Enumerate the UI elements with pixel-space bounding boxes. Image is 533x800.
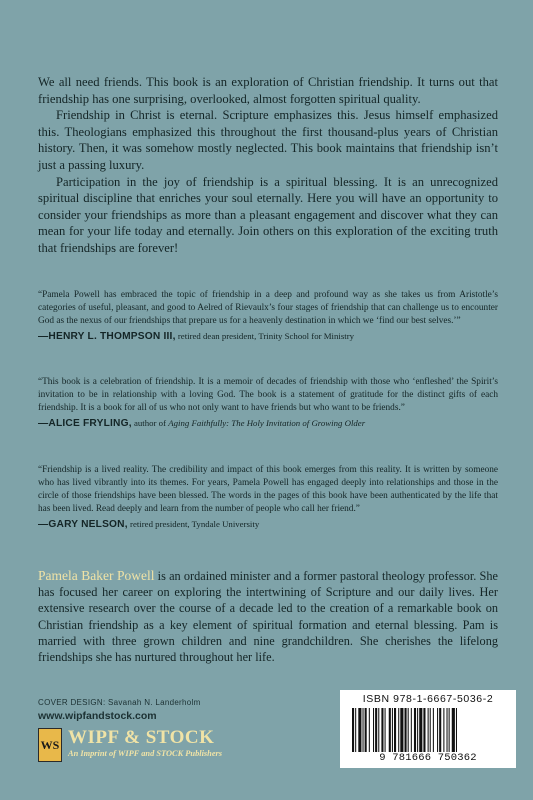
barcode-bar xyxy=(392,708,393,752)
intro-paragraph: Friendship in Christ is eternal. Scripture emphasizes this. Jesus himself emphasized this. Theologians emphasized this throughout the first thousand-plus years of Christian history. Then, it was somehow mostly neglected. This book maintains that friendship isn’t just a passing luxury. xyxy=(38,108,498,172)
endorser-name: —HENRY L. THOMPSON III, xyxy=(38,331,176,342)
barcode-bar xyxy=(452,708,455,752)
barcode-bar xyxy=(365,708,367,752)
barcode-bar xyxy=(373,708,374,752)
barcode-bar xyxy=(414,708,416,752)
barcode-bar xyxy=(449,708,450,752)
barcode-bar xyxy=(437,708,438,752)
endorsement xyxy=(38,464,498,531)
isbn-barcode xyxy=(340,690,516,768)
author-name: Pamela Baker Powell xyxy=(38,568,155,583)
intro-paragraph: We all need friends. This book is an exploration of Christian friendship. It turns out that friendship has one surprising, overlooked, almost forgotten spiritual quality. xyxy=(38,75,498,106)
barcode-bar xyxy=(423,708,425,752)
endorsement-quote: “Pamela Powell has embraced the topic of friendship in a deep and profound way as she takes us from Aristotle’s categories of useful, pleasant, and good to Aelred of Rievaulx’s four stages of friendship that can challenge us to encounter God as the nexus of our friendships that prepare us for a heavenly destination in which we ‘find our best selves.’” xyxy=(38,290,498,326)
barcode-bar xyxy=(439,708,441,752)
publisher-imprint xyxy=(38,728,278,762)
barcode-digits: 9 781666 750362 xyxy=(379,752,477,764)
publisher-tagline: An Imprint of WIPF and STOCK Publishers xyxy=(68,749,223,758)
endorser-name: —GARY NELSON, xyxy=(38,519,128,530)
publisher-website[interactable]: www.wipfandstock.com xyxy=(38,710,157,722)
cover-design-credit: COVER DESIGN: Savanah N. Landerholm xyxy=(38,698,201,707)
barcode-bar xyxy=(381,708,383,752)
barcode-bar xyxy=(456,708,457,752)
barcode-bar xyxy=(411,708,412,752)
endorsement xyxy=(38,289,498,343)
credits xyxy=(38,698,201,722)
endorser-role: retired dean president, Trinity School for Ministry xyxy=(177,331,355,341)
isbn-number: ISBN 978-1-6667-5036-2 xyxy=(362,693,494,705)
intro-paragraph: Participation in the joy of friendship is a spiritual blessing. It is an unrecognized spiritual discipline that enriches your soul eternally. Here you will have an opportunity to consider your friendships as more than a pleasant engagement and discover what they can mean for your life today and eternally. Join others on this exploration of the exciting truth that friendships are forever! xyxy=(38,174,498,255)
barcode-bar xyxy=(408,708,409,752)
endorsement-attribution xyxy=(38,518,498,531)
barcode-bar xyxy=(389,708,391,752)
publisher-logo: WS xyxy=(38,728,62,762)
endorsement-attribution xyxy=(38,330,498,343)
barcode-bar xyxy=(430,708,431,752)
endorser-role: author of xyxy=(134,418,167,428)
publisher-name: WIPF & STOCK xyxy=(68,727,215,748)
barcode-bar xyxy=(385,708,386,752)
barcode-bar xyxy=(428,708,429,752)
barcode-bar xyxy=(358,708,361,752)
author-bio xyxy=(38,568,498,665)
barcode-bar xyxy=(447,708,448,752)
barcode-bar xyxy=(405,708,407,752)
barcode-bar xyxy=(378,708,379,752)
barcode-bar xyxy=(352,708,354,752)
barcode-bar xyxy=(363,708,364,752)
barcode-bar xyxy=(400,708,403,752)
endorser-name: —ALICE FRYLING, xyxy=(38,418,132,429)
endorser-role: retired president, Tyndale University xyxy=(130,519,260,529)
endorsement-quote: “This book is a celebration of friendship. It is a memoir of decades of friendship with those who ‘enfleshed’ the Spirit’s invitation to be in relationship with a loving God. The book is a statement of gratitude for the distinct gifts of each friendship. It is a book for all of us who not only want to have friends but who want to be friends.” xyxy=(38,377,498,413)
barcode-bar xyxy=(417,708,418,752)
endorser-book-title: Aging Faithfully: The Holy Invitation of Growing Older xyxy=(168,418,366,428)
barcode-bar xyxy=(433,708,434,752)
barcode-bar xyxy=(355,708,356,752)
barcode-bar xyxy=(369,708,370,752)
endorsement xyxy=(38,376,498,430)
barcode-icon xyxy=(352,708,504,752)
intro-blurb xyxy=(38,74,498,257)
endorsement-attribution xyxy=(38,417,498,430)
barcode-bar xyxy=(375,708,377,752)
barcode-bar xyxy=(419,708,422,752)
barcode-bar xyxy=(398,708,399,752)
author-bio-text: is an ordained minister and a former pastoral theology professor. She has focused her career on exploring the intertwining of Scripture and our daily lives. Her extensive research over the course of a decade led to the creation of a remarkable book on Christian friendship as a key element of spiritual formation and eternal blessing. Pam is married with three grown children and nine grandchildren. She cherishes the lifelong friendships she has nurtured throughout her life. xyxy=(38,569,498,665)
barcode-bar xyxy=(443,708,444,752)
endorsement-quote: “Friendship is a lived reality. The credibility and impact of this book emerges from this reality. It is written by someone who has lived vibrantly into its themes. For years, Pamela Powell has engaged deeply into relationships and those in the circle of those friendships have been blessed. The words in the pages of this book have been authenticated by the life that has been lived. Read deeply and learn from the number of people who call her friend.” xyxy=(38,465,498,514)
barcode-bar xyxy=(394,708,396,752)
